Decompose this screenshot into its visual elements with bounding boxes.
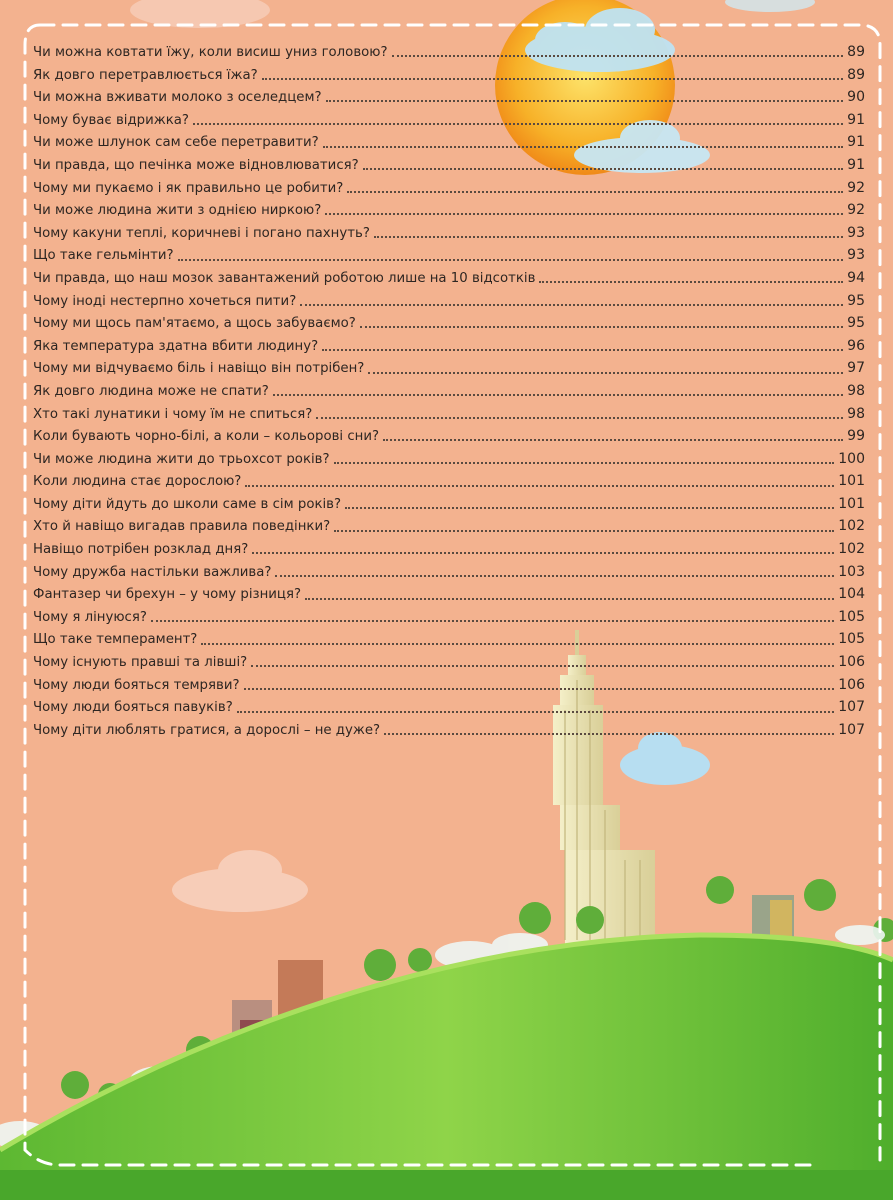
green-hill bbox=[0, 935, 893, 1200]
toc-entry[interactable] bbox=[33, 380, 865, 403]
toc-question: Чому люди бояться темряви? bbox=[33, 677, 240, 693]
toc-page-number: 98 bbox=[847, 382, 865, 399]
toc-entry[interactable] bbox=[33, 290, 865, 313]
toc-question: Як довго перетравлюється їжа? bbox=[33, 67, 258, 83]
toc-page-number: 95 bbox=[847, 292, 865, 309]
toc-leader-dots bbox=[237, 711, 835, 713]
toc-question: Навіщо потрібен розклад дня? bbox=[33, 542, 249, 558]
toc-question: Що таке гельмінти? bbox=[33, 248, 174, 264]
toc-question: Яка температура здатна вбити людину? bbox=[33, 338, 319, 354]
toc-leader-dots bbox=[392, 55, 844, 57]
toc-page-number: 107 bbox=[838, 721, 865, 738]
toc-question: Чи може шлунок сам себе перетравити? bbox=[33, 135, 319, 151]
toc-page-number: 91 bbox=[847, 134, 865, 151]
toc-leader-dots bbox=[325, 213, 843, 215]
toc-leader-dots bbox=[326, 100, 844, 102]
toc-leader-dots bbox=[262, 78, 844, 80]
toc-entry[interactable] bbox=[33, 86, 865, 109]
toc-question: Коли бувають чорно-білі, а коли – кольорові сни? bbox=[33, 429, 380, 445]
toc-entry[interactable] bbox=[33, 267, 865, 290]
toc-entry[interactable] bbox=[33, 131, 865, 154]
toc-leader-dots bbox=[251, 665, 834, 667]
toc-entry[interactable] bbox=[33, 312, 865, 335]
toc-entry[interactable] bbox=[33, 628, 865, 651]
grass-strip bbox=[0, 1170, 893, 1200]
toc-page-number: 101 bbox=[838, 495, 865, 512]
toc-page-number: 94 bbox=[847, 269, 865, 286]
toc-question: Хто такі лунатики і чому їм не спиться? bbox=[33, 406, 313, 422]
toc-leader-dots bbox=[374, 236, 843, 238]
toc-page-number: 92 bbox=[847, 179, 865, 196]
toc-entry[interactable] bbox=[33, 177, 865, 200]
toc-leader-dots bbox=[368, 372, 843, 374]
toc-leader-dots bbox=[345, 507, 834, 509]
toc-leader-dots bbox=[244, 688, 835, 690]
toc-entry[interactable] bbox=[33, 425, 865, 448]
toc-question: Фантазер чи брехун – у чому різниця? bbox=[33, 587, 302, 603]
toc-question: Чому ми відчуваємо біль і навіщо він потрібен? bbox=[33, 361, 365, 377]
toc-leader-dots bbox=[178, 259, 844, 261]
toc-leader-dots bbox=[384, 733, 834, 735]
toc-question: Чому іноді нестерпно хочеться пити? bbox=[33, 293, 297, 309]
toc-page-number: 89 bbox=[847, 66, 865, 83]
toc-entry[interactable] bbox=[33, 719, 865, 742]
toc-page-number: 96 bbox=[847, 337, 865, 354]
toc-leader-dots bbox=[201, 643, 834, 645]
toc-entry[interactable] bbox=[33, 583, 865, 606]
toc-entry[interactable] bbox=[33, 470, 865, 493]
toc-question: Чи правда, що печінка може відновлюватися? bbox=[33, 157, 359, 173]
toc-question: Що таке темперамент? bbox=[33, 632, 198, 648]
toc-entry[interactable] bbox=[33, 493, 865, 516]
buildings-right-illustration bbox=[752, 895, 794, 940]
toc-page-number: 105 bbox=[838, 631, 865, 648]
toc-page-number: 106 bbox=[838, 676, 865, 693]
toc-leader-dots bbox=[347, 191, 843, 193]
toc-leader-dots bbox=[273, 394, 843, 396]
cloud-top-right bbox=[725, 0, 815, 12]
toc-entry[interactable] bbox=[33, 109, 865, 132]
toc-page-number: 101 bbox=[838, 473, 865, 490]
toc-question: Чому діти люблять гратися, а дорослі – не дуже? bbox=[33, 722, 381, 738]
toc-question: Чому ми пукаємо і як правильно це робити? bbox=[33, 180, 344, 196]
toc-entry[interactable] bbox=[33, 561, 865, 584]
toc-page-number: 97 bbox=[847, 360, 865, 377]
toc-leader-dots bbox=[334, 462, 835, 464]
toc-entry[interactable] bbox=[33, 403, 865, 426]
toc-entry[interactable] bbox=[33, 674, 865, 697]
toc-leader-dots bbox=[383, 439, 843, 441]
toc-entry[interactable] bbox=[33, 41, 865, 64]
toc-leader-dots bbox=[193, 123, 843, 125]
toc-entry[interactable] bbox=[33, 199, 865, 222]
toc-question: Як довго людина може не спати? bbox=[33, 383, 269, 399]
toc-entry[interactable] bbox=[33, 222, 865, 245]
toc-question: Чому ми щось пам'ятаємо, а щось забуваємо? bbox=[33, 316, 356, 332]
toc-question: Чи можна ковтати їжу, коли висиш униз головою? bbox=[33, 45, 388, 60]
toc-question: Чому буває відрижка? bbox=[33, 112, 189, 128]
toc-page-number: 92 bbox=[847, 202, 865, 219]
toc-question: Чому існують правші та лівші? bbox=[33, 655, 248, 671]
toc-question: Чому люди бояться павуків? bbox=[33, 700, 233, 716]
toc-entry[interactable] bbox=[33, 538, 865, 561]
table-of-contents bbox=[33, 41, 865, 741]
toc-page-number: 106 bbox=[838, 654, 865, 671]
toc-question: Хто й навіщо вигадав правила поведінки? bbox=[33, 519, 331, 535]
toc-entry[interactable] bbox=[33, 651, 865, 674]
toc-entry[interactable] bbox=[33, 244, 865, 267]
toc-leader-dots bbox=[275, 575, 834, 577]
toc-question: Чому дружба настільки важлива? bbox=[33, 564, 272, 580]
toc-leader-dots bbox=[363, 168, 843, 170]
toc-entry[interactable] bbox=[33, 515, 865, 538]
toc-page-number: 105 bbox=[838, 608, 865, 625]
toc-page-number: 102 bbox=[838, 518, 865, 535]
toc-page-number: 103 bbox=[838, 563, 865, 580]
toc-question: Чому какуни теплі, коричневі і погано пахнуть? bbox=[33, 225, 370, 241]
toc-entry[interactable] bbox=[33, 64, 865, 87]
toc-leader-dots bbox=[322, 349, 843, 351]
toc-page-number: 107 bbox=[838, 699, 865, 716]
toc-question: Чому діти йдуть до школи саме в сім років? bbox=[33, 496, 342, 512]
toc-entry[interactable] bbox=[33, 696, 865, 719]
toc-leader-dots bbox=[323, 146, 843, 148]
toc-page-number: 95 bbox=[847, 315, 865, 332]
toc-page-number: 90 bbox=[847, 89, 865, 106]
toc-leader-dots bbox=[316, 417, 843, 419]
toc-entry[interactable] bbox=[33, 335, 865, 358]
toc-entry[interactable] bbox=[33, 448, 865, 471]
toc-page-number: 98 bbox=[847, 405, 865, 422]
toc-leader-dots bbox=[300, 304, 843, 306]
toc-page-number: 100 bbox=[838, 450, 865, 467]
toc-leader-dots bbox=[360, 326, 843, 328]
toc-question: Чому я лінуюся? bbox=[33, 609, 147, 625]
toc-question: Коли людина стає дорослою? bbox=[33, 474, 242, 490]
toc-page-number: 102 bbox=[838, 541, 865, 558]
toc-leader-dots bbox=[252, 552, 834, 554]
toc-page-number: 93 bbox=[847, 224, 865, 241]
toc-page-number: 104 bbox=[838, 586, 865, 603]
toc-leader-dots bbox=[539, 281, 843, 283]
toc-leader-dots bbox=[151, 620, 834, 622]
toc-question: Чи може людина жити до трьохсот років? bbox=[33, 451, 330, 467]
toc-question: Чи правда, що наш мозок завантажений роботою лише на 10 відсотків bbox=[33, 270, 536, 286]
toc-question: Чи може людина жити з однією ниркою? bbox=[33, 203, 322, 219]
toc-leader-dots bbox=[334, 530, 834, 532]
toc-page-number: 91 bbox=[847, 156, 865, 173]
toc-entry[interactable] bbox=[33, 357, 865, 380]
cloud-icon bbox=[172, 850, 308, 912]
toc-question: Чи можна вживати молоко з оселедцем? bbox=[33, 90, 322, 106]
toc-page-number: 99 bbox=[847, 428, 865, 445]
toc-leader-dots bbox=[245, 485, 834, 487]
toc-entry[interactable] bbox=[33, 606, 865, 629]
toc-page-number: 89 bbox=[847, 44, 865, 60]
toc-entry[interactable] bbox=[33, 154, 865, 177]
toc-leader-dots bbox=[305, 598, 834, 600]
toc-page-number: 91 bbox=[847, 111, 865, 128]
toc-page-number: 93 bbox=[847, 247, 865, 264]
